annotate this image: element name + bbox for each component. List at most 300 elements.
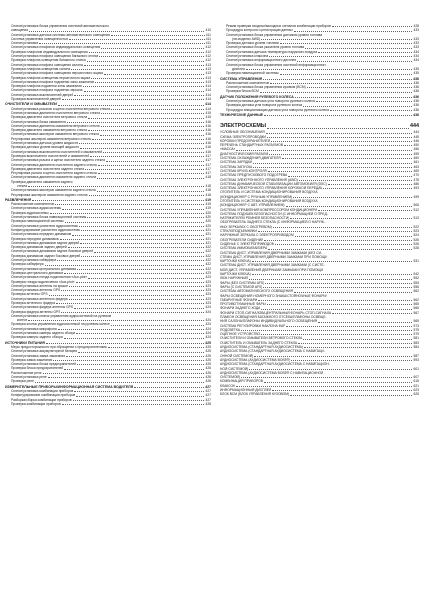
toc-page-number: 423 [205, 279, 211, 284]
dot-leader [81, 256, 204, 257]
dot-leader [68, 247, 205, 248]
toc-entry-title: ОЧИСТИТЕЛИ И ОМЫВАТЕЛИ [5, 102, 57, 107]
dot-leader [85, 169, 204, 170]
toc-entry-title: Конфигурирование усилителя аудиосистемы [11, 227, 80, 232]
toc-entry-title: Расположение реле [11, 370, 42, 375]
toc-entry-title: СИСТЕМА АВТОМАТИЧЕСКОГО ОСВЕЩЕНИЯ [220, 289, 293, 294]
dot-leader [307, 87, 413, 88]
toc-page-number: 562 [413, 289, 419, 294]
toc-page-number: 444 [410, 123, 419, 130]
dot-leader [254, 356, 412, 357]
dot-leader [264, 115, 412, 116]
toc-page-number: 422 [205, 258, 211, 263]
dot-leader [280, 43, 413, 44]
dot-leader [43, 373, 205, 374]
toc-entry-title: ОТОПИТЕЛЬ И СИСТЕМА КОНДИЦИОНИРОВАНИЯ ВОЗДУХА [220, 190, 318, 195]
dot-leader [261, 309, 412, 310]
dot-leader [104, 74, 205, 75]
dot-leader [77, 364, 204, 365]
toc-page-number: 413 [205, 75, 211, 80]
toc-entry-title: дисплея [232, 66, 245, 71]
dot-leader [87, 61, 205, 62]
toc-entry-title: Снятие/установка блока указателя уровня топлива [226, 45, 305, 50]
toc-entry-title: Расположение компонентов [226, 80, 270, 85]
toc-page-number: 615 [413, 379, 419, 384]
dot-leader [94, 252, 204, 253]
toc-entry-title: Проверка антенны GPS [11, 292, 48, 297]
toc-entry-title: Снятие/установка фидера антенны GPS [11, 305, 74, 310]
dot-leader [290, 218, 412, 219]
dot-leader [76, 333, 204, 334]
toc-entry-title: Снятие/установка блока управления датчиком уровня топлива [226, 32, 323, 37]
dot-leader [80, 148, 204, 149]
toc-entry-title: Проверка кнопок управления аудиосистемой на рулевом колесе [11, 322, 110, 327]
toc-page-number: 499 [413, 194, 419, 199]
toc-entry-title: СТЕМЫ ДИСТ. УПРАВЛЕНИЯ ДВЕРНЫМИ ЗАМКАМИ ПРИ ПОМОЩИ [220, 254, 328, 259]
toc-page-number: 428 [413, 24, 419, 28]
dot-leader [286, 326, 412, 327]
toc-page-number: 423 [205, 296, 211, 301]
toc-page-number: 435 [413, 66, 419, 71]
toc-entry-title: Меры предосторожности при обращении с предохранителями [11, 344, 107, 349]
toc-entry-title: ДАТЧИК ПОЛОЖЕНИЯ РУЛЕВОГО КОЛЕСА [220, 94, 294, 99]
dot-leader [90, 156, 204, 157]
toc-entry-title: Снятие/установка комбинации приборов [11, 388, 74, 393]
toc-page-number: 424 [205, 309, 211, 314]
toc-entry-title: ДИАГНОСТИЧЕСКИЙ РАЗЪЕМ [220, 151, 269, 156]
toc-entry-title: Разборка/сборка комбинации приборов [11, 397, 72, 402]
toc-entry-title: Проверка выключателя очистителей и омывателей [11, 153, 90, 158]
toc-page-number: 425 [205, 353, 211, 358]
toc-entry-title: Проверка динамиков задних дверей [11, 245, 67, 250]
toc-entry-title: Снятие/установка усилителя аудиосистемы [11, 223, 79, 228]
toc-page-number: 460 [413, 156, 419, 161]
toc-entry-title: ФАРЫ ОСВЕЩЕНИЯ НОМЕРНОГО ЗНАКА/СТОЯНОЧНЫЕ ФОНАРИ/ [220, 293, 327, 298]
dot-leader [264, 382, 413, 383]
toc-entry-title: освещения [11, 28, 28, 33]
toc-page-number: 446 [413, 138, 419, 143]
toc-entry-title: НАРУЖНЫЕ ЗЕРКАЛА С ЭЛЕКТРОПРИВОДОМ [220, 233, 294, 238]
toc-page-number: 422 [205, 245, 211, 250]
toc-entry-title: Проверка навигационной системы [226, 71, 279, 76]
toc-entry-title: ОЧИСТИТЕЛЬ И ОМЫВАТЕЛЬ ЗАДНЕГО СТЕКЛА [220, 340, 298, 345]
toc-page-number: 417 [205, 158, 211, 163]
toc-entry-title: СТЕКЛОПОДЪЕМНИКИ [220, 229, 257, 234]
toc-page-number: 416 [205, 136, 211, 141]
toc-page-number: 584 [413, 345, 419, 350]
toc-entry-title: СИСТЕМА ДИНАМИЧЕСКОЙ СТАБИЛИЗАЦИИ АВТОМОБИЛЯ (DSC) [220, 181, 327, 186]
dot-leader [286, 206, 413, 207]
dot-leader [305, 48, 412, 49]
toc-page-number: 486 [413, 181, 419, 186]
toc-entry-title: ИСТОЧНИКИ ПИТАНИЯ [5, 340, 45, 345]
dot-leader [97, 191, 205, 192]
toc-entry-title: Снятие/установка гнезда подключения «Aux-plot» [11, 275, 88, 280]
toc-entry-title: Снятие/установка датчика уровня жидкости [11, 141, 79, 146]
toc-page-number: 433 [413, 36, 419, 41]
toc-entry-title: НЫХ ЗЕРКАЛАХ С ОБОГРЕВОМ) [220, 224, 272, 229]
dot-leader [79, 226, 204, 227]
toc-entry [220, 89, 419, 93]
dot-leader [87, 217, 204, 218]
toc-page-number: 425 [205, 362, 211, 367]
toc-page-number: 414 [205, 84, 211, 89]
toc-entry-title: ПЕРЕЧЕНЬ СТАНДАРТНЫХ РАЗЪЕМОВ [220, 143, 283, 148]
dot-leader [91, 78, 204, 79]
dot-leader [295, 97, 412, 98]
toc-page-number: 436 [413, 85, 419, 90]
spacer [220, 117, 419, 120]
toc-page-number: 436 [413, 112, 419, 117]
dot-leader [275, 244, 412, 245]
toc-page-number: 424 [205, 326, 211, 331]
toc-page-number: 587 [413, 353, 419, 358]
dot-leader [304, 347, 413, 348]
dot-leader [61, 290, 204, 291]
toc-entry-title: Проверка датчика угла поворота рулевого колеса [226, 103, 303, 108]
toc-page-number: 414 [205, 88, 211, 93]
toc-entry-title: колесе [17, 318, 28, 323]
toc-entry-title: Режим проверки входных/выходных сигналов комбинации приборов [226, 24, 331, 28]
toc-entry-title: Проверка камеры заднего обзора [11, 335, 63, 340]
toc-page-number: 423 [205, 292, 211, 297]
toc-page-number: 601 [413, 366, 419, 371]
toc-page-number: 414 [205, 97, 211, 102]
toc-entry-title: Снятие/установка антенного фидера [11, 296, 68, 301]
toc-page-number: 423 [205, 283, 211, 288]
dot-leader [48, 377, 205, 378]
dot-leader [84, 91, 205, 92]
dot-leader [45, 265, 205, 266]
dot-leader [271, 141, 412, 142]
toc-entry-title: Снятие/установка рычага и щетки очистителя заднего стекла [11, 158, 105, 163]
toc-section-heading [220, 123, 419, 130]
toc-entry-title: СИСТЕМА ДИСТ. УПРАВЛЕНИЯ ДВЕРНЫМИ ЗАМКАМИ (БЕЗ СИ- [220, 250, 323, 255]
dot-leader [72, 235, 204, 236]
toc-entry-title: Снятие/установка рычагов и щеток очистителя ветрового стекла [11, 106, 110, 111]
toc-entry-title: Проверка замка зажигания [11, 357, 53, 362]
toc-entry-title: СИСТЕМА УПРАВЛЕНИЯ КОМПРЕССОРОМ КОНДИЦИОНЕРА [220, 207, 318, 212]
dot-leader [266, 133, 413, 134]
toc-entry-title: ПЛАФОН ОСВЕЩЕНИЯ БАГАЖНОГО ОТСЕКА/ПЛАФОНЫ ОСВЕЩЕ- [220, 315, 327, 319]
dot-leader [284, 145, 413, 146]
toc-page-number: 593 [413, 357, 419, 362]
toc-page-number: 416 [205, 141, 211, 146]
toc-page-number: 413 [205, 71, 211, 76]
toc-page-number: 426 [205, 375, 211, 380]
toc-entry-title: Проверка двигателя омывателя ветрового стекла [11, 128, 87, 133]
toc-entry-title: Проверка плафонов индивидуального освещения [11, 49, 88, 54]
toc-page-number: 418 [205, 188, 211, 193]
toc-entry-title: СИДЕНЬЕ С ЭЛЕКТРОПРИВОДОМ [220, 241, 275, 246]
dot-leader [58, 329, 205, 330]
toc-page-number: 417 [205, 162, 211, 167]
toc-page-number: 565 [413, 302, 419, 307]
dot-leader [69, 299, 205, 300]
toc-page-number: 417 [205, 153, 211, 158]
toc-entry-title: Процедура контроля и регистрации данных [226, 28, 293, 33]
toc-page-number: 416 [205, 119, 211, 124]
dot-leader [267, 128, 409, 129]
dot-leader [260, 92, 413, 93]
toc-page-number: 424 [205, 318, 211, 323]
dot-leader [73, 400, 205, 401]
dot-leader [111, 325, 205, 326]
dot-leader [303, 106, 412, 107]
toc-page-number: 583 [413, 340, 419, 345]
toc-page-number: 427 [205, 393, 211, 398]
toc-entry-title: Проверка навигационной системы [11, 219, 64, 224]
toc-page-number: 463 [413, 164, 419, 169]
dot-leader [291, 360, 412, 361]
toc-page-number: 436 [413, 107, 419, 112]
dot-leader [269, 154, 412, 155]
toc-entry-title: Снятие/установка двигателя омывателя заднего стекла [11, 175, 97, 180]
dot-leader [295, 236, 413, 237]
toc-page-number: 416 [205, 145, 211, 150]
toc-page-number: 417 [205, 166, 211, 171]
toc-entry-title: СИСТЕМА РЕГУЛИРОВКИ НАКЛОНА ФАР [220, 323, 286, 328]
toc-entry-title: АУДИОСИСТЕМА (АУДИОСИСТЕМА BOSE® С НАВИГАЦИОННОЙ [220, 370, 324, 375]
toc-entry-title: КАРТОЧКИ КЛЮЧА) [220, 272, 251, 277]
toc-entry-title: ФОНАРИ ЗАДНЕГО ХОДА [220, 306, 261, 311]
dot-leader [265, 283, 412, 284]
dot-leader [111, 109, 205, 110]
toc-entry-title: СИСТЕМОЙ) [220, 375, 241, 380]
toc-page-number: 524 [413, 233, 419, 238]
toc-entry-title: ОБОГРЕВАТЕЛЬ ЗАДНЕГО СТЕКЛА (С ИНФОРМАЦИЕЙ О НАРУЖ- [220, 220, 325, 225]
toc-entry-title: Снятие/установка клаксона [226, 54, 269, 59]
toc-entry-title: (КОНДИЦИОНЕР С АВТ. УПРАВЛЕНИЕМ) [220, 203, 285, 208]
dot-leader [92, 139, 205, 140]
toc-entry-title: Проверка реле [11, 379, 34, 384]
dot-leader [88, 278, 204, 279]
dot-leader [67, 122, 205, 123]
dot-leader [76, 282, 205, 283]
toc-page-number: 414 [205, 92, 211, 97]
dot-leader [294, 292, 413, 293]
toc-page-number: 410 [205, 28, 211, 33]
toc-entry-title: Проверка датчика уровня моющей жидкости [11, 145, 80, 150]
dot-leader [318, 210, 412, 211]
toc-entry-title: ЛЮК НАРУЖНЫЙ [220, 276, 248, 281]
toc-entry-title: Снятие/установка антенны GPS [11, 288, 61, 293]
toc-page-number: 456 [413, 147, 419, 152]
toc-page-number: 425 [205, 340, 211, 345]
toc-entry-title: ФАРЫ (С СИСТЕМОЙ AFS) [220, 284, 263, 289]
dot-leader [323, 188, 412, 189]
toc-entry-title: ОБОГРЕВАТЕЛИ СИДЕНИЙ [220, 237, 264, 242]
toc-entry-title: Снятие/установка двигателя очистителя ветрового стекла [11, 110, 100, 115]
toc-entry-title: Снятие/установка микрофона [11, 326, 57, 331]
toc-entry-title: Снятие/установка блока управления системой автоматического [11, 24, 109, 28]
toc-page-number: 412 [205, 49, 211, 54]
toc-entry-title: Проверка динамиков задних боковых дверей [11, 253, 81, 258]
toc-page-number: 420 [205, 210, 211, 215]
toc-page-number: 575 [413, 327, 419, 332]
toc-page-number: 625 [413, 392, 419, 397]
toc-entry-title: КАРТОЧКИ КЛЮЧА) [220, 259, 251, 264]
toc-left-column [5, 24, 211, 406]
toc-page-number: 562 [413, 297, 419, 302]
toc-page-number: 422 [205, 262, 211, 267]
toc-entry-title: Снятие/установка двигателя омывателя ветрового стекла [11, 123, 100, 128]
toc-page-number: 526 [413, 241, 419, 246]
toc-entry-title: (на моделях AWD) [232, 36, 261, 41]
dot-leader [50, 213, 205, 214]
toc-page-number: 434 [413, 54, 419, 59]
toc-entry-title: Снятие/установка кнопок управления аудиосистемой на рулевом [11, 313, 112, 318]
toc-page-number: 422 [205, 266, 211, 271]
toc-page-number: 433 [413, 28, 419, 33]
toc-entry-title: Снятие/установка динамиков задних дверей [11, 240, 80, 245]
dot-leader [108, 347, 205, 348]
dot-leader [80, 243, 204, 244]
dot-leader [32, 200, 204, 201]
toc-page-number: 573 [413, 323, 419, 328]
toc-page-number: 426 [205, 379, 211, 384]
dot-leader [28, 320, 204, 321]
toc-entry-title: АУДИОСИСТЕМА (АУДИОСИСТЕМА BOSE®) [220, 357, 291, 362]
toc-entry-title: Снятие/установка передних динамиков [11, 232, 72, 237]
toc-page-number: 506 [413, 203, 419, 208]
dot-leader [258, 300, 412, 301]
toc-entry-title: Регулировка жиклеров омывателя ветрового стекла [11, 136, 91, 141]
toc-entry-title: Регулировка жиклеров омывателя заднего стекла [11, 192, 88, 197]
toc-entry-title: Проверка двигателя очистителя ветрового стекла [11, 115, 88, 120]
dot-leader [79, 143, 204, 144]
toc-page-number: 426 [205, 366, 211, 371]
toc-page-number: 579 [413, 332, 419, 337]
toc-page-number: 414 [205, 102, 211, 107]
toc-entry-title: Снятие/установка жиклеров омывателя заднего стекла [11, 188, 96, 193]
toc-entry-title: ПРОТИВОТУМАННЫЕ ФАРЫ [220, 302, 266, 307]
toc-entry-title: Проверка блока предохранителей [11, 366, 64, 371]
toc-entry-title: Снятие/установка датчика температуры наружного воздуха [226, 49, 318, 54]
toc-entry-title: Регулировка рычага и щеток очистителя заднего стекла [11, 171, 97, 176]
toc-page-number: 556 [413, 284, 419, 289]
toc-entry-title: Снятие/установка аккумуляторной батареи [11, 349, 78, 354]
dot-leader [261, 334, 412, 335]
toc-entry-title: УСЛОВНЫЕ ОБОЗНАЧЕНИЯ [220, 130, 265, 135]
toc-entry-title: НИЯ САЛОНА/ПЛАФОНЫ ИНДИВИДУАЛЬНОГО ОСВЕЩЕНИЯ [220, 319, 318, 324]
dot-leader [74, 308, 204, 309]
dot-leader [264, 240, 412, 241]
toc-page-number: 436 [413, 89, 419, 94]
toc-page-number: 416 [205, 149, 211, 154]
dot-leader [318, 322, 412, 323]
toc-entry-title: (КОНДИЦИОНЕР С РУЧНЫМ УПРАВЛЕНИЕМ) [220, 194, 293, 199]
toc-page-number: 470 [413, 173, 419, 178]
toc-page-number: 415 [205, 115, 211, 120]
toc-page-number: 421 [205, 240, 211, 245]
toc-entry-title: СИСТЕМА ИММОБИЛАЙЗЕРА [220, 246, 268, 251]
toc-entry-title: Снятие/установка выключателя очистителей и омывателей [11, 149, 103, 154]
toc-entry-title: Конфигурирование комбинации приборов [11, 393, 76, 398]
dot-leader [294, 31, 413, 32]
toc-page-number: 421 [205, 232, 211, 237]
dot-leader [246, 69, 413, 70]
dot-leader [58, 105, 204, 106]
toc-page-number: 419 [205, 206, 211, 211]
dot-leader [111, 35, 205, 36]
toc-page-number: 425 [205, 349, 211, 354]
toc-page-number: 424 [205, 305, 211, 310]
toc-entry-title: Проверка сабвуфера [11, 262, 44, 267]
toc-page-number: 423 [205, 288, 211, 293]
toc-entry-title: СИСТЕМА ЭЛЕКТРОННОГО УПРАВЛЕНИЯ (AWD) [220, 177, 298, 182]
toc-entry-title: ИНФОРМАЦИОННЫЙ ДИСПЛЕЙ [220, 388, 272, 393]
toc-page-number: 422 [205, 253, 211, 258]
dot-leader [297, 61, 412, 62]
toc-entry-title: Снятие/установка сабвуфера [11, 258, 57, 263]
dot-leader [39, 43, 204, 44]
toc-entry-title: Система управления освещенностью [11, 36, 69, 41]
dot-leader [101, 126, 205, 127]
toc-entry-title: КЛАКСОН [220, 383, 236, 388]
toc-page-number: 416 [205, 123, 211, 128]
toc-entry-title: Снятие/установка блока навигационной системы [11, 215, 87, 220]
toc-entry-title: ПОДСВЕТКА [220, 327, 241, 332]
dot-leader [62, 99, 205, 100]
toc-page-number: 418 [205, 175, 211, 180]
toc-page-number: 435 [413, 71, 419, 76]
toc-entry-title: СИСТЕМА ПОДУШЕК БЕЗОПАСНОСТИ (С ИНФОРМАЦИЕЙ О ПРЕД- [220, 211, 328, 216]
toc-entry [220, 392, 419, 396]
toc-page-number: 436 [413, 80, 419, 85]
toc-entry-title: «МАССА» [220, 147, 236, 152]
toc-entry-title: ГАБАРИТНЫЕ ФОНАРИ [220, 297, 258, 302]
dot-leader [236, 150, 412, 151]
toc-page-number: 621 [413, 383, 419, 388]
toc-page-number: 416 [205, 128, 211, 133]
dot-leader [253, 163, 412, 164]
toc-entry-title: Проверка плафона освещения багажного отсека [11, 58, 86, 63]
toc-page-number: 436 [413, 94, 419, 99]
dot-leader [60, 239, 205, 240]
dot-leader [46, 343, 204, 344]
toc-page-number: 411 [205, 36, 211, 41]
toc-page-number: 423 [205, 275, 211, 280]
toc-entry-title: Снятие/установка плафона подсветки зеркала [11, 88, 83, 93]
toc-page-number: 433 [413, 45, 419, 50]
toc-page-number: 493 [413, 186, 419, 191]
dot-leader [89, 52, 205, 53]
toc-entry-title: Проверка блока BCM [226, 89, 259, 94]
toc-entry-title: Снятие/установка антенны на крыше [11, 283, 68, 288]
dot-leader [28, 186, 204, 187]
toc-page-number: 424 [205, 331, 211, 336]
toc-entry [5, 97, 211, 101]
toc-entry-title: Проверка плафона освещения салона [11, 66, 71, 71]
dot-leader [268, 171, 413, 172]
dot-leader [88, 130, 205, 131]
toc-entry-title: СИСТЕМА ДИСТ. УПРАВЛЕНИЯ ДВЕРНЫМИ ЗАМКАМИ (С СИСТЕ- [220, 263, 325, 268]
toc-entry-title: Снятие/установка плафонов индивидуального освещения [11, 45, 101, 50]
toc-page-number: 607 [413, 375, 419, 380]
toc-entry-title: ОЧИСТИТЕЛИ И ОМЫВАТЕЛИ ВЕТРОВОГО СТЕКЛА [220, 336, 303, 341]
toc-entry-title: Снятие/установка плафона подсветки зоны зажигания [11, 79, 95, 84]
dot-leader [29, 31, 204, 32]
toc-page-number: 522 [413, 224, 419, 229]
toc-entry [220, 108, 419, 112]
dot-leader [282, 158, 413, 159]
toc-entry-title: Проверка центрального динамика [11, 270, 64, 275]
dot-leader [62, 404, 205, 405]
toc-page-number: 428 [205, 401, 211, 406]
dot-leader [293, 197, 412, 198]
toc-page-number: 412 [205, 58, 211, 63]
